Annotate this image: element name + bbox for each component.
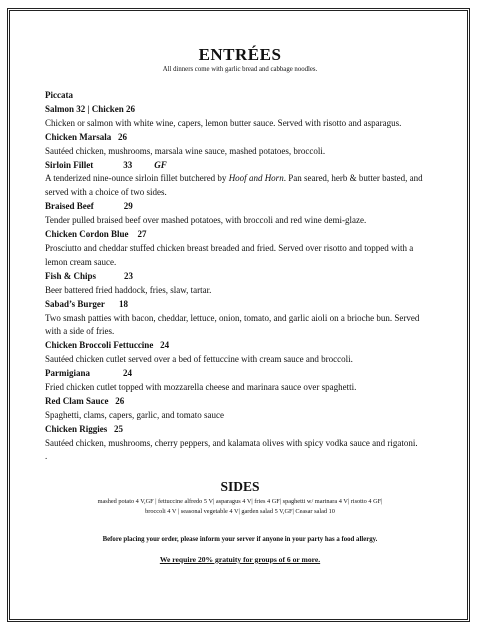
item-name: Chicken Marsala 26 [45, 131, 423, 145]
item-description: Sautéed chicken, mushrooms, cherry peppers, and kalamata olives with spicy vodka sauce and rigatoni. [45, 437, 418, 448]
section-title: Piccata [45, 90, 73, 100]
page-title: ENTRÉES [198, 45, 282, 64]
list-item [45, 339, 423, 367]
item-description: A tenderized nine-ounce sirloin fillet butchered by Hoof and Horn. Pan seared, herb & butter basted, and served with a choice of two sides. [45, 173, 423, 198]
item-description: Chicken or salmon with white wine, capers, lemon butter sauce. Served with risotto and asparagus. [45, 117, 402, 128]
item-name: Salmon 32 | Chicken 26 [45, 103, 135, 114]
item-price: 23 [124, 270, 134, 281]
item-price: 24 [123, 368, 132, 379]
item-price: 25 [114, 423, 124, 434]
sides-title: SIDES [220, 479, 260, 494]
list-item [45, 298, 423, 340]
item-price: 18 [118, 298, 128, 309]
allergy-notice: Before placing your order, please inform your server if anyone in your party has a food allergy. [102, 536, 378, 543]
item-name: Braised Beef 29 [45, 200, 423, 214]
list-item [45, 200, 423, 228]
item-price: 33 [123, 159, 133, 170]
item-name: Sabad’s Burger 18 [45, 298, 423, 312]
item-name: Chicken Riggies 25 [45, 423, 423, 437]
item-description: Tender pulled braised beef over mashed potatoes, with broccoli and red wine demi-glaze. [45, 215, 367, 226]
item-name: Chicken Cordon Blue 27 [45, 228, 423, 242]
sides-line: mashed potato 4 V,GF | fettuccine alfredo 5 V| asparagus 4 V| fries 4 GF| spaghetti w/ marinara 4 V| risotto 4 GF| [97, 498, 383, 505]
list-item [45, 159, 423, 201]
item-price: 29 [123, 201, 133, 212]
item-tag: GF [154, 159, 167, 170]
list-item [45, 131, 423, 159]
list-item [45, 395, 423, 423]
item-name: Red Clam Sauce 26 [45, 395, 423, 409]
item-description: Sautéed chicken, mushrooms, marsala wine sauce, mashed potatoes, broccoli. [45, 145, 326, 156]
item-price: 27 [137, 229, 147, 240]
list-item [45, 423, 423, 451]
item-price: 26 [118, 131, 127, 142]
item-description: Fried chicken cutlet topped with mozzarella cheese and marinara sauce over spaghetti. [45, 382, 357, 393]
item-price: 24 [160, 340, 170, 351]
sides-list [40, 497, 440, 517]
item-description: Prosciutto and cheddar stuffed chicken breast breaded and fried. Served over risotto and topped with a lemon cream sauce. [45, 242, 414, 267]
list-item [45, 103, 423, 131]
sides-line: broccoli 4 V | seasonal vegetable 4 V| garden salad 5 V,GF| Ceasar salad 10 [145, 508, 335, 515]
item-name: Parmigiana 24 [45, 367, 423, 381]
item-name: Fish & Chips 23 [45, 270, 423, 284]
entrees-list [45, 89, 423, 461]
item-description: Two smash patties with bacon, cheddar, lettuce, onion, tomato, and garlic aioli on a brioche bun. Served with a side of fries. [45, 312, 420, 337]
list-item [45, 367, 423, 395]
item-description: Spaghetti, clams, capers, garlic, and tomato sauce [45, 409, 224, 420]
item-price: 26 [115, 395, 125, 406]
trailing-mark: . [45, 450, 48, 461]
item-description: Beer battered fried haddock, fries, slaw, tartar. [45, 284, 212, 295]
gratuity-notice: We require 20% gratuity for groups of 6 or more. [159, 555, 321, 564]
item-name: Sirloin Fillet 33 GF [45, 159, 423, 173]
item-name: Chicken Broccoli Fettuccine 24 [45, 339, 423, 353]
list-item [45, 228, 423, 270]
list-item [45, 270, 423, 298]
page-subtitle: All dinners come with garlic bread and cabbage noodles. [162, 66, 318, 73]
item-description: Sautéed chicken cutlet served over a bed of fettuccine with cream sauce and broccoli. [45, 354, 353, 365]
